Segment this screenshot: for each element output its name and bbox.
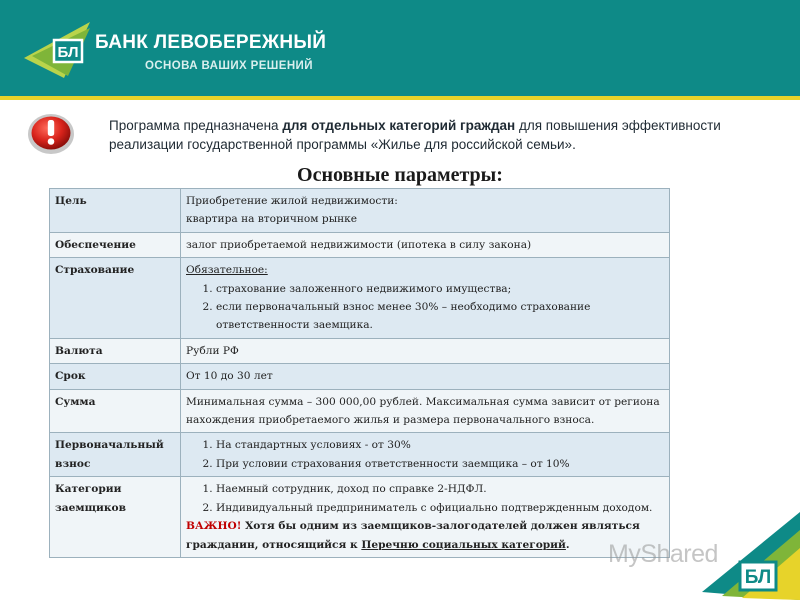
table-row	[50, 364, 670, 389]
bank-slogan: ОСНОВА ВАШИХ РЕШЕНИЙ	[145, 60, 313, 72]
row-value: Рубли РФ	[181, 338, 670, 363]
table-row	[50, 258, 670, 339]
table-row	[50, 338, 670, 363]
header-stripe	[0, 96, 800, 100]
list-item: 1. Наемный сотрудник, доход по справке 2-НДФЛ.	[216, 480, 664, 498]
row-value: Приобретение жилой недвижимости: квартира на вторичном рынке	[181, 189, 670, 233]
section-title: Основные параметры:	[297, 164, 503, 186]
row-key: Первоначальный взнос	[50, 433, 181, 477]
list-item: 1. страхование заложенного недвижимого имущества;	[216, 280, 664, 298]
corner-logo-icon	[700, 512, 800, 600]
warning-icon	[26, 110, 76, 156]
row-value	[181, 477, 670, 558]
row-value: От 10 до 30 лет	[181, 364, 670, 389]
intro-text: Программа предназначена для отдельных категорий граждан для повышения эффективности реализации государственной программы «Жилье для российской семьи».	[109, 118, 721, 152]
list-item: 2. При условии страхования ответственности заемщика – от 10%	[216, 455, 664, 473]
bank-logo-icon	[24, 18, 90, 78]
corner-logo-text: БЛ	[744, 567, 772, 588]
row-value	[181, 433, 670, 477]
row-key: Категории заемщиков	[50, 477, 181, 558]
watermark: MyShared	[608, 540, 718, 568]
list-item: 2. Индивидуальный предприниматель с официально подтвержденным доходом.	[216, 499, 664, 517]
list-item: 2. если первоначальный взнос менее 30% – необходимо страхование ответственности заемщика.	[216, 298, 664, 335]
row-key: Сумма	[50, 389, 181, 433]
table-row	[50, 189, 670, 233]
table-row	[50, 477, 670, 558]
table-row	[50, 389, 670, 433]
row-key: Обеспечение	[50, 232, 181, 257]
table-row	[50, 232, 670, 257]
row-key: Срок	[50, 364, 181, 389]
important-note: ВАЖНО! Хотя бы одним из заемщиков-залогодателей должен являться гражданин, относящийся к Перечню социальных категорий.	[186, 520, 640, 551]
row-value: Обязательное: 1. страхование заложенного недвижимого имущества; 2. если первоначальный взнос менее 30% – необходимо страхование ответственности заемщика.	[181, 258, 670, 339]
table-row	[50, 433, 670, 477]
header-bar	[0, 0, 800, 96]
row-value: залог приобретаемой недвижимости (ипотека в силу закона)	[181, 232, 670, 257]
row-value: Минимальная сумма – 300 000,00 рублей. Максимальная сумма зависит от региона нахождения приобретаемого жилья и размера первоначального взноса.	[181, 389, 670, 433]
bank-name: БАНК ЛЕВОБЕРЕЖНЫЙ	[95, 32, 327, 53]
list-item: 1. На стандартных условиях - от 30%	[216, 436, 664, 454]
parameters-table	[49, 188, 670, 558]
row-key: Валюта	[50, 338, 181, 363]
logo-text: БЛ	[57, 44, 79, 61]
row-key: Страхование	[50, 258, 181, 339]
social-categories-link[interactable]: Перечню социальных категорий	[361, 538, 566, 551]
row-key: Цель	[50, 189, 181, 233]
